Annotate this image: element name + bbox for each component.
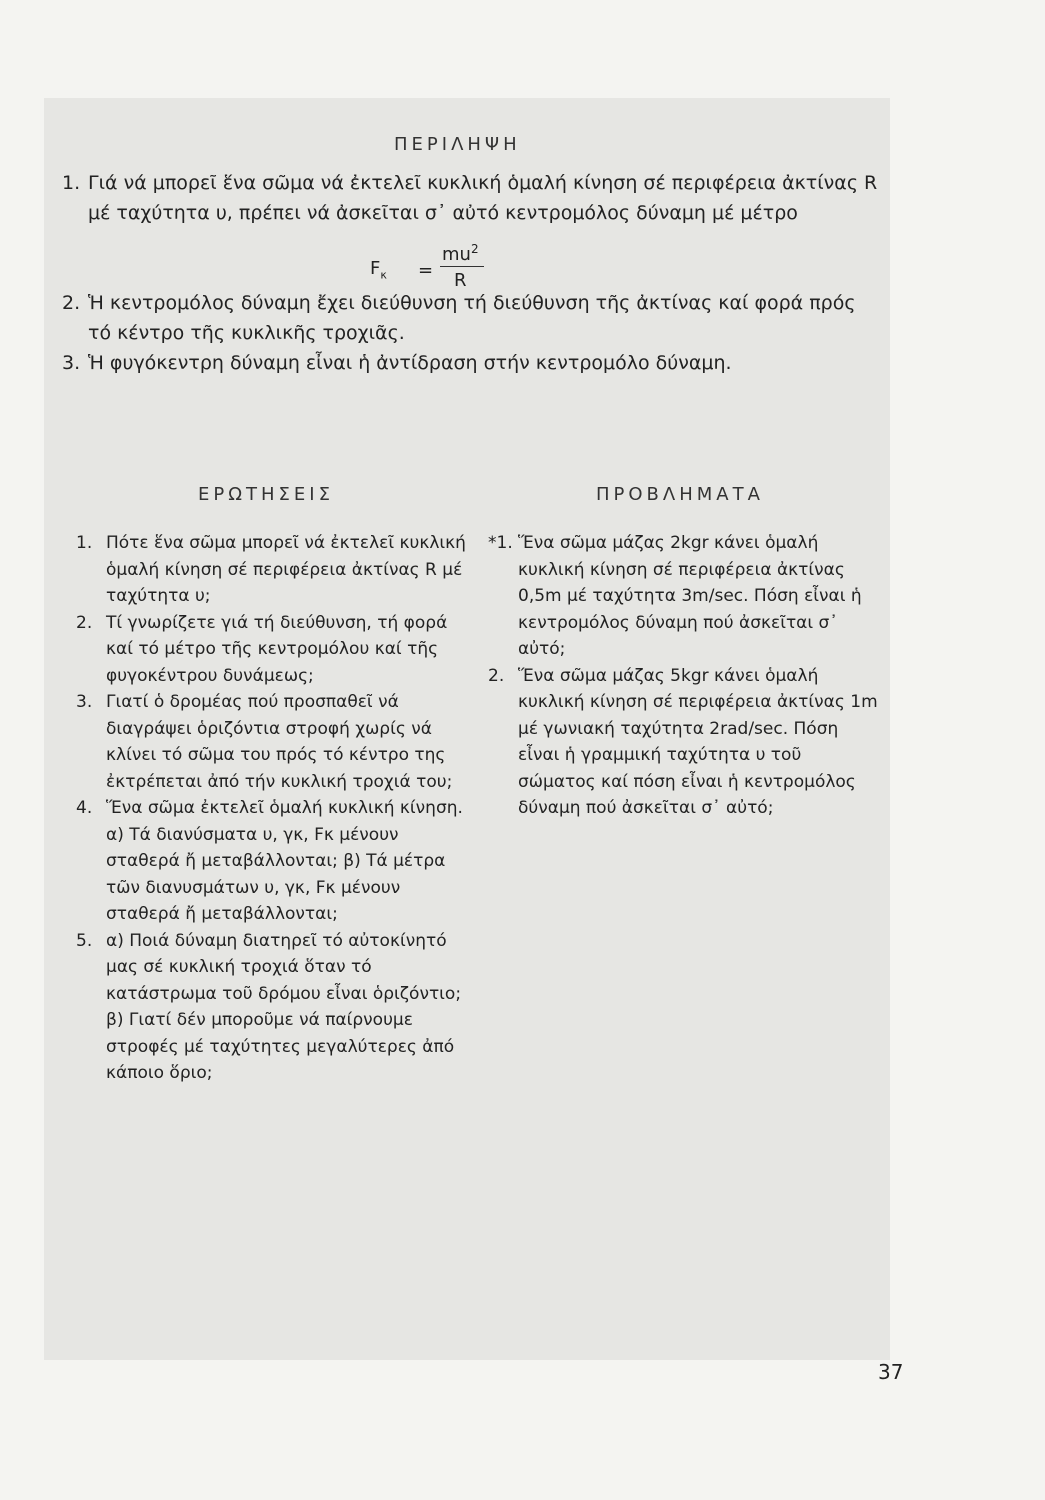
problem-item xyxy=(488,663,884,822)
item-number: 2. xyxy=(488,665,505,686)
question-item xyxy=(76,795,468,928)
formula-lhs: $F_\kappa$ xyxy=(370,258,387,282)
item-text: Γιατί ὁ δρομέας πού προσπαθεῖ νά διαγράψει ὁριζόντια στροφή χωρίς νά κλίνει τό σῶμα του πρός τό κέντρο της ἐκτρέπεται ἀπό τήν κυκλική τροχιά του; xyxy=(106,692,453,792)
item-number: *1. xyxy=(488,533,513,553)
item-text: α) Ποιά δύναμη διατηρεῖ τό αὐτοκίνητό μας σέ κυκλική τροχιά ὅταν τό κατάστρωμα τοῦ δρόμου εἶναι ὁριζόντιο; β) Γιατί δέν μποροῦμε νά παίρνουμε στροφές μέ ταχύτητες μεγαλύτερες ἀπό κάποιο ὅριο; xyxy=(106,930,462,1083)
item-number: 1. xyxy=(62,172,81,194)
formula-denominator: R xyxy=(454,270,467,291)
item-number: 5. xyxy=(76,930,93,951)
question-item xyxy=(76,928,468,1087)
question-item xyxy=(76,689,468,795)
problem-item xyxy=(488,530,884,663)
question-item xyxy=(76,530,468,610)
question-item xyxy=(76,610,468,690)
fraction-bar xyxy=(440,266,484,267)
problems-heading: ΠΡΟΒΛΗΜΑΤΑ xyxy=(596,484,764,505)
item-text: Ἡ φυγόκεντρη δύναμη εἶναι ἡ ἀντίδραση στήν κεντρομόλο δύναμη. xyxy=(88,352,732,374)
item-text: Πότε ἕνα σῶμα μπορεῖ νά ἐκτελεῖ κυκλική ὁμαλή κίνηση σέ περιφέρεια ἀκτίνας R μέ ταχύτητα υ; xyxy=(106,533,466,606)
formula-numerator: $mu^2$ xyxy=(442,242,479,265)
questions-list xyxy=(76,530,468,1087)
page-number: 37 xyxy=(878,1360,904,1384)
centripetal-force-formula xyxy=(370,242,490,302)
item-number: 3. xyxy=(76,692,93,712)
item-number: 3. xyxy=(62,352,81,374)
problems-list xyxy=(488,530,884,822)
item-text: Ἡ κεντρομόλος δύναμη ἔχει διεύθυνση τή διεύθυνση τῆς ἀκτίνας καί φορά πρός τό κέντρο τῆς κυκλικῆς τροχιᾶς. xyxy=(88,292,856,344)
item-text: Ἕνα σῶμα μάζας 2kgr κάνει ὁμαλή κυκλική κίνηση σέ περιφέρεια ἀκτίνας 0,5m μέ ταχύτητα 3m/sec. Πόση εἶναι ἡ κεντρομόλος δύναμη πού ἀσκεῖται σ᾽ αὐτό; xyxy=(518,533,862,659)
formula-equals: = xyxy=(418,260,434,281)
item-text: Ἕνα σῶμα ἐκτελεῖ ὁμαλή κυκλική κίνηση. α) Τά διανύσματα υ, γκ, Fκ μένουν σταθερά ἤ μεταβάλλονται; β) Τά μέτρα τῶν διανυσμάτων υ, γκ, Fκ μένουν σταθερά ἤ μεταβάλλονται; xyxy=(106,798,463,924)
item-text: Γιά νά μπορεῖ ἕνα σῶμα νά ἐκτελεῖ κυκλική ὁμαλή κίνηση σέ περιφέρεια ἀκτίνας R μέ ταχύτητα υ, πρέπει νά ἀσκεῖται σ᾽ αὐτό κεντρομόλος δύναμη μέ μέτρο xyxy=(88,172,878,224)
item-number: 1. xyxy=(76,533,93,553)
item-number: 2. xyxy=(76,612,93,633)
summary-item xyxy=(62,348,882,378)
questions-heading: ΕΡΩΤΗΣΕΙΣ xyxy=(198,484,334,505)
summary-heading: ΠΕΡΙΛΗΨΗ xyxy=(394,134,521,155)
item-text: Τί γνωρίζετε γιά τή διεύθυνση, τή φορά καί τό μέτρο τῆς κεντρομόλου καί τῆς φυγοκέντρου δυνάμεως; xyxy=(106,612,448,686)
item-number: 2. xyxy=(62,292,81,314)
item-number: 4. xyxy=(76,798,93,818)
item-text: Ἕνα σῶμα μάζας 5kgr κάνει ὁμαλή κυκλική κίνηση σέ περιφέρεια ἀκτίνας 1m μέ γωνιακή ταχύτητα 2rad/sec. Πόση εἶναι ἡ γραμμική ταχύτητα υ τοῦ σώματος καί πόση εἶναι ἡ κεντρομόλος δύναμη πού ἀσκεῖται σ᾽ αὐτό; xyxy=(518,665,878,818)
